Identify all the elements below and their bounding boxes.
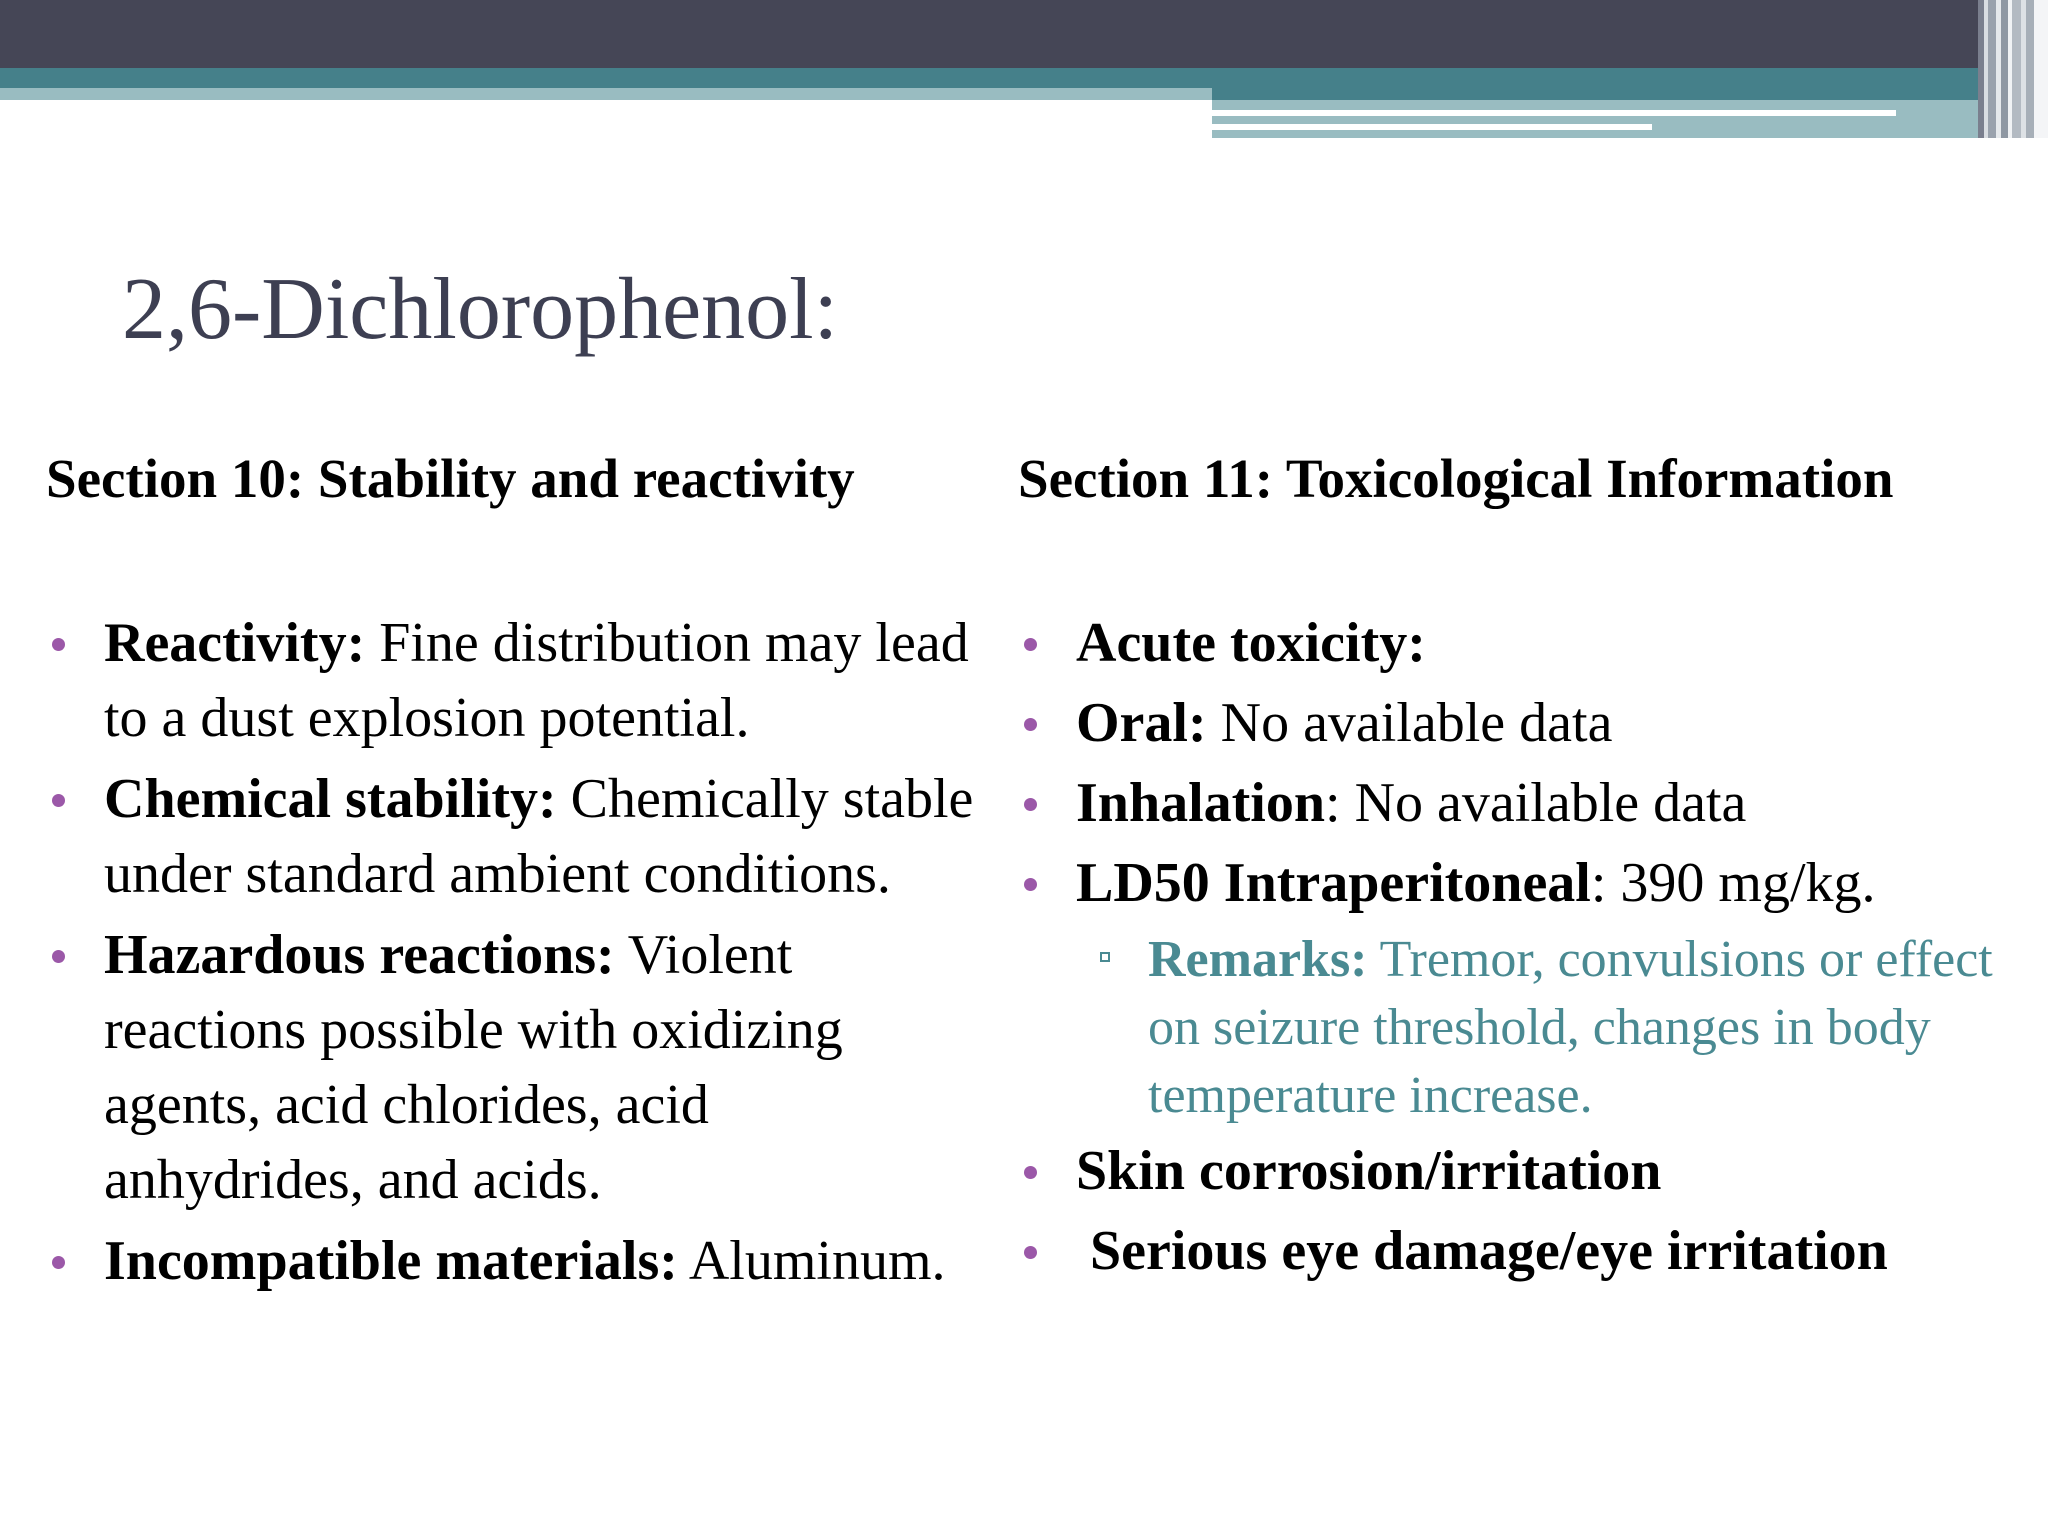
item-text: 390 mg/kg. bbox=[1620, 852, 1876, 914]
item-label: Oral: bbox=[1076, 692, 1207, 754]
remark-text: Tremor, convulsions or effect on seizure threshold, changes in body temperature increase. bbox=[1148, 931, 1993, 1124]
item-label: Chemical stability: bbox=[104, 768, 557, 830]
item-separator: : bbox=[1325, 772, 1341, 834]
header-band-teal-right bbox=[1212, 88, 2048, 100]
item-separator: : bbox=[1590, 852, 1607, 914]
item-text: Violent reactions possible with oxidizing agents, acid chlorides, acid anhydrides, and acids. bbox=[104, 924, 843, 1211]
item-text: No available data bbox=[1220, 692, 1613, 754]
item-label: Inhalation bbox=[1076, 772, 1325, 834]
stability-list bbox=[46, 606, 976, 1305]
item-label: LD50 Intraperitoneal bbox=[1076, 852, 1591, 914]
remark-label: Remarks: bbox=[1148, 931, 1368, 988]
list-item-oral bbox=[1018, 686, 2018, 761]
item-text: Fine distribution may lead to a dust explosion potential. bbox=[104, 612, 969, 749]
header-band-light bbox=[0, 88, 1212, 100]
item-text: Aluminum. bbox=[688, 1230, 946, 1292]
section-10-header: Section 10: Stability and reactivity bbox=[46, 448, 855, 509]
item-label: Reactivity: bbox=[104, 612, 366, 674]
header-stripe-white bbox=[1212, 110, 1896, 116]
list-item-hazardous-reactions bbox=[46, 918, 976, 1218]
item-label: Serious eye damage/eye irritation bbox=[1090, 1220, 1888, 1282]
item-text: Chemically stable under standard ambient conditions. bbox=[104, 768, 974, 905]
item-label: Hazardous reactions: bbox=[104, 924, 615, 986]
item-label: Skin corrosion/irritation bbox=[1076, 1140, 1662, 1202]
header-stripe-white bbox=[1212, 124, 1652, 130]
header-band-dark bbox=[0, 0, 2048, 68]
list-item-eye-damage bbox=[1018, 1214, 2018, 1289]
toxicology-list bbox=[1018, 606, 2018, 1294]
item-label: Incompatible materials: bbox=[104, 1230, 678, 1292]
item-label: Acute toxicity: bbox=[1076, 612, 1426, 674]
list-item-ld50 bbox=[1018, 846, 2018, 921]
item-text: No available data bbox=[1354, 772, 1747, 834]
list-item-chemical-stability bbox=[46, 762, 976, 912]
header-vertical-stripes bbox=[1978, 0, 2048, 138]
list-item-skin-corrosion bbox=[1018, 1134, 2018, 1209]
square-bullet-icon bbox=[1100, 952, 1110, 962]
list-item-remarks bbox=[1148, 926, 2018, 1130]
list-item-acute-toxicity bbox=[1018, 606, 2018, 681]
section-11-header: Section 11: Toxicological Information bbox=[1018, 448, 1894, 509]
page-title: 2,6-Dichlorophenol: bbox=[122, 261, 839, 358]
list-item-incompatible-materials bbox=[46, 1224, 976, 1299]
list-item-inhalation bbox=[1018, 766, 2018, 841]
header-band-teal bbox=[0, 68, 2048, 88]
header-band-light-right bbox=[1212, 100, 2048, 138]
list-item-reactivity bbox=[46, 606, 976, 756]
